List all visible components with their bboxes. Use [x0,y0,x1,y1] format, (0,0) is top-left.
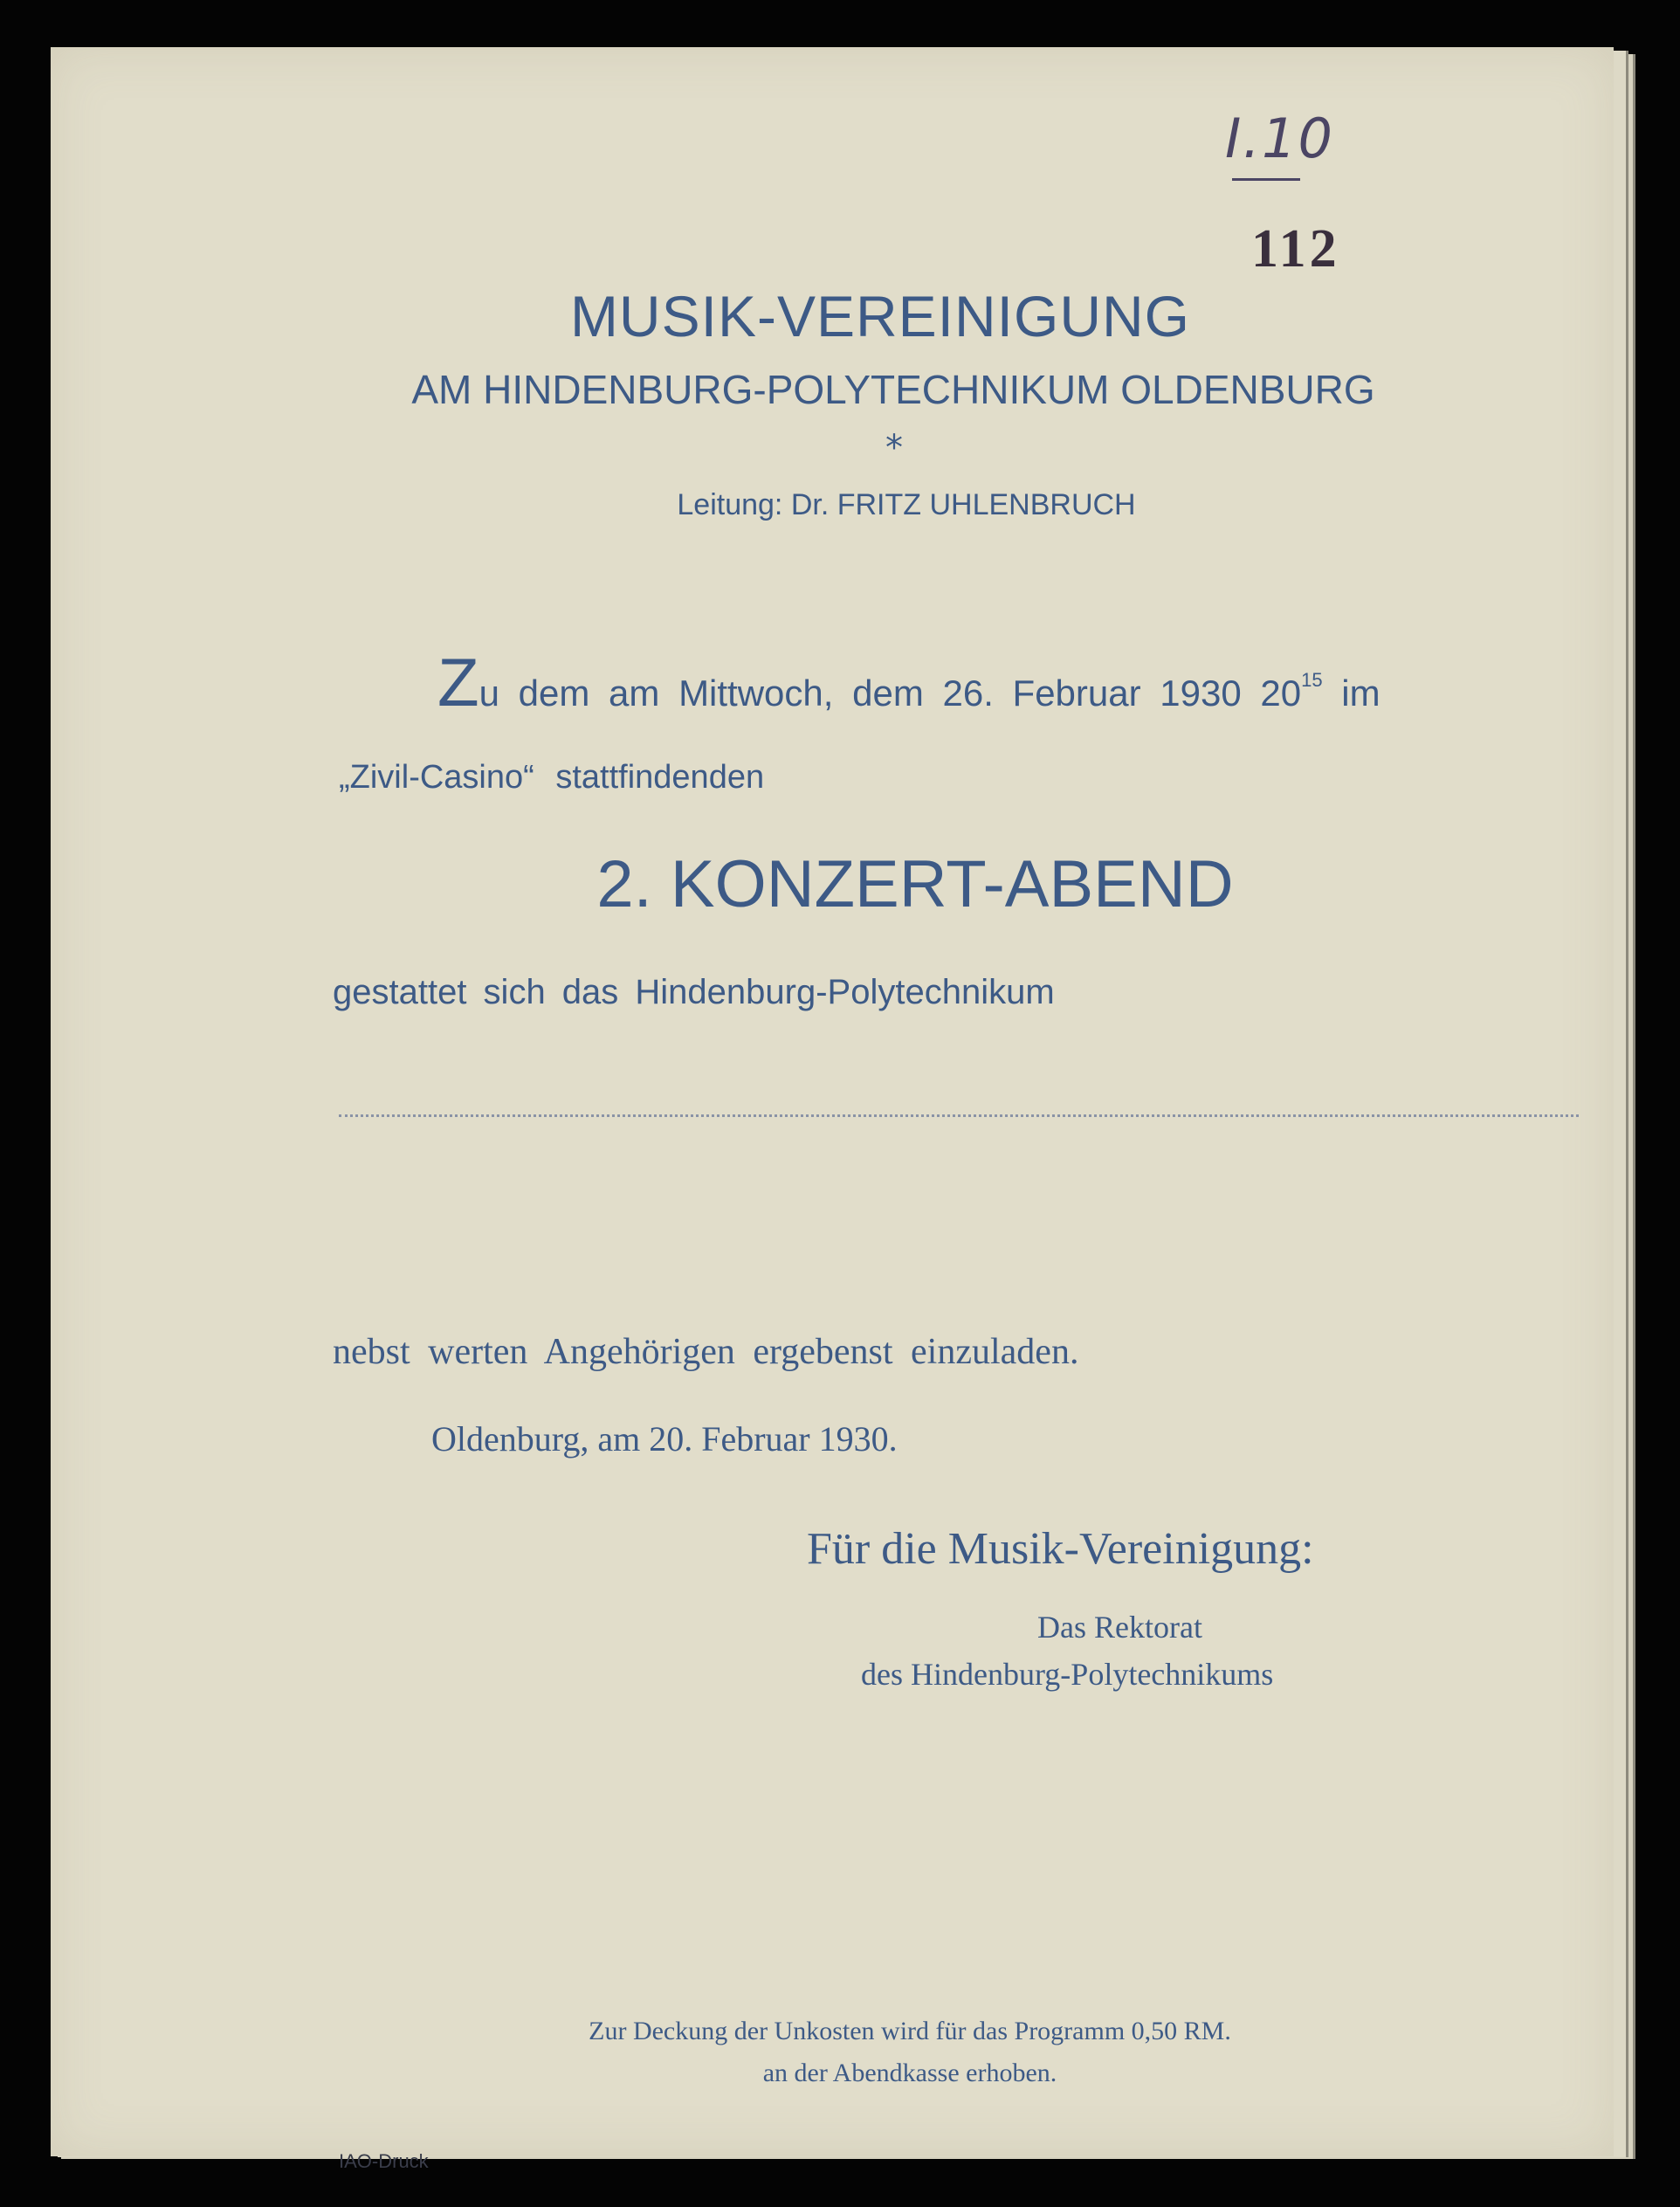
invitation-card [51,47,1614,2172]
conductor-line: Leitung: Dr. FRITZ UHLENBRUCH [677,488,1136,521]
invitation-line-1 [437,644,1380,721]
guest-name-dotted-line [339,1114,1579,1117]
archive-number: 112 [1251,219,1340,279]
signature-institution: des Hindenburg-Polytechnikums [861,1657,1274,1692]
time-minutes: 15 [1301,669,1323,691]
signature-rektorat: Das Rektorat [1037,1610,1202,1645]
invitation-date-text: u dem am Mittwoch, dem 26. Februar 1930 20 [479,672,1302,714]
invitation-closing-line: nebst werten Angehörigen ergebenst einzuladen. [333,1332,1079,1372]
signature-for: Für die Musik-Vereinigung: [807,1524,1314,1574]
printer-mark: IAO-Druck [339,2150,429,2172]
place-date: Oldenburg, am 20. Februar 1930. [431,1419,898,1459]
venue-line: „Zivil-Casino“ stattfindenden [339,759,765,796]
asterisk-ornament: * [885,428,903,468]
host-line: gestattet sich das Hindenburg-Polytechnikum [333,973,1055,1011]
invitation-line-1-end: im [1322,672,1380,714]
archive-code-underline [1232,178,1300,181]
concert-title: 2. KONZERT-ABEND [596,847,1234,921]
footer-note-2: an der Abendkasse erhoben. [762,2059,1057,2087]
organization-title: MUSIK-VEREINIGUNG [569,284,1191,348]
organization-subtitle: AM HINDENBURG-POLYTECHNIKUM OLDENBURG [411,367,1375,412]
footer-note-1: Zur Deckung der Unkosten wird für das Programm 0,50 RM. [589,2017,1231,2045]
initial-letter: Z [437,644,479,721]
archive-code: I.10 [1225,107,1334,170]
